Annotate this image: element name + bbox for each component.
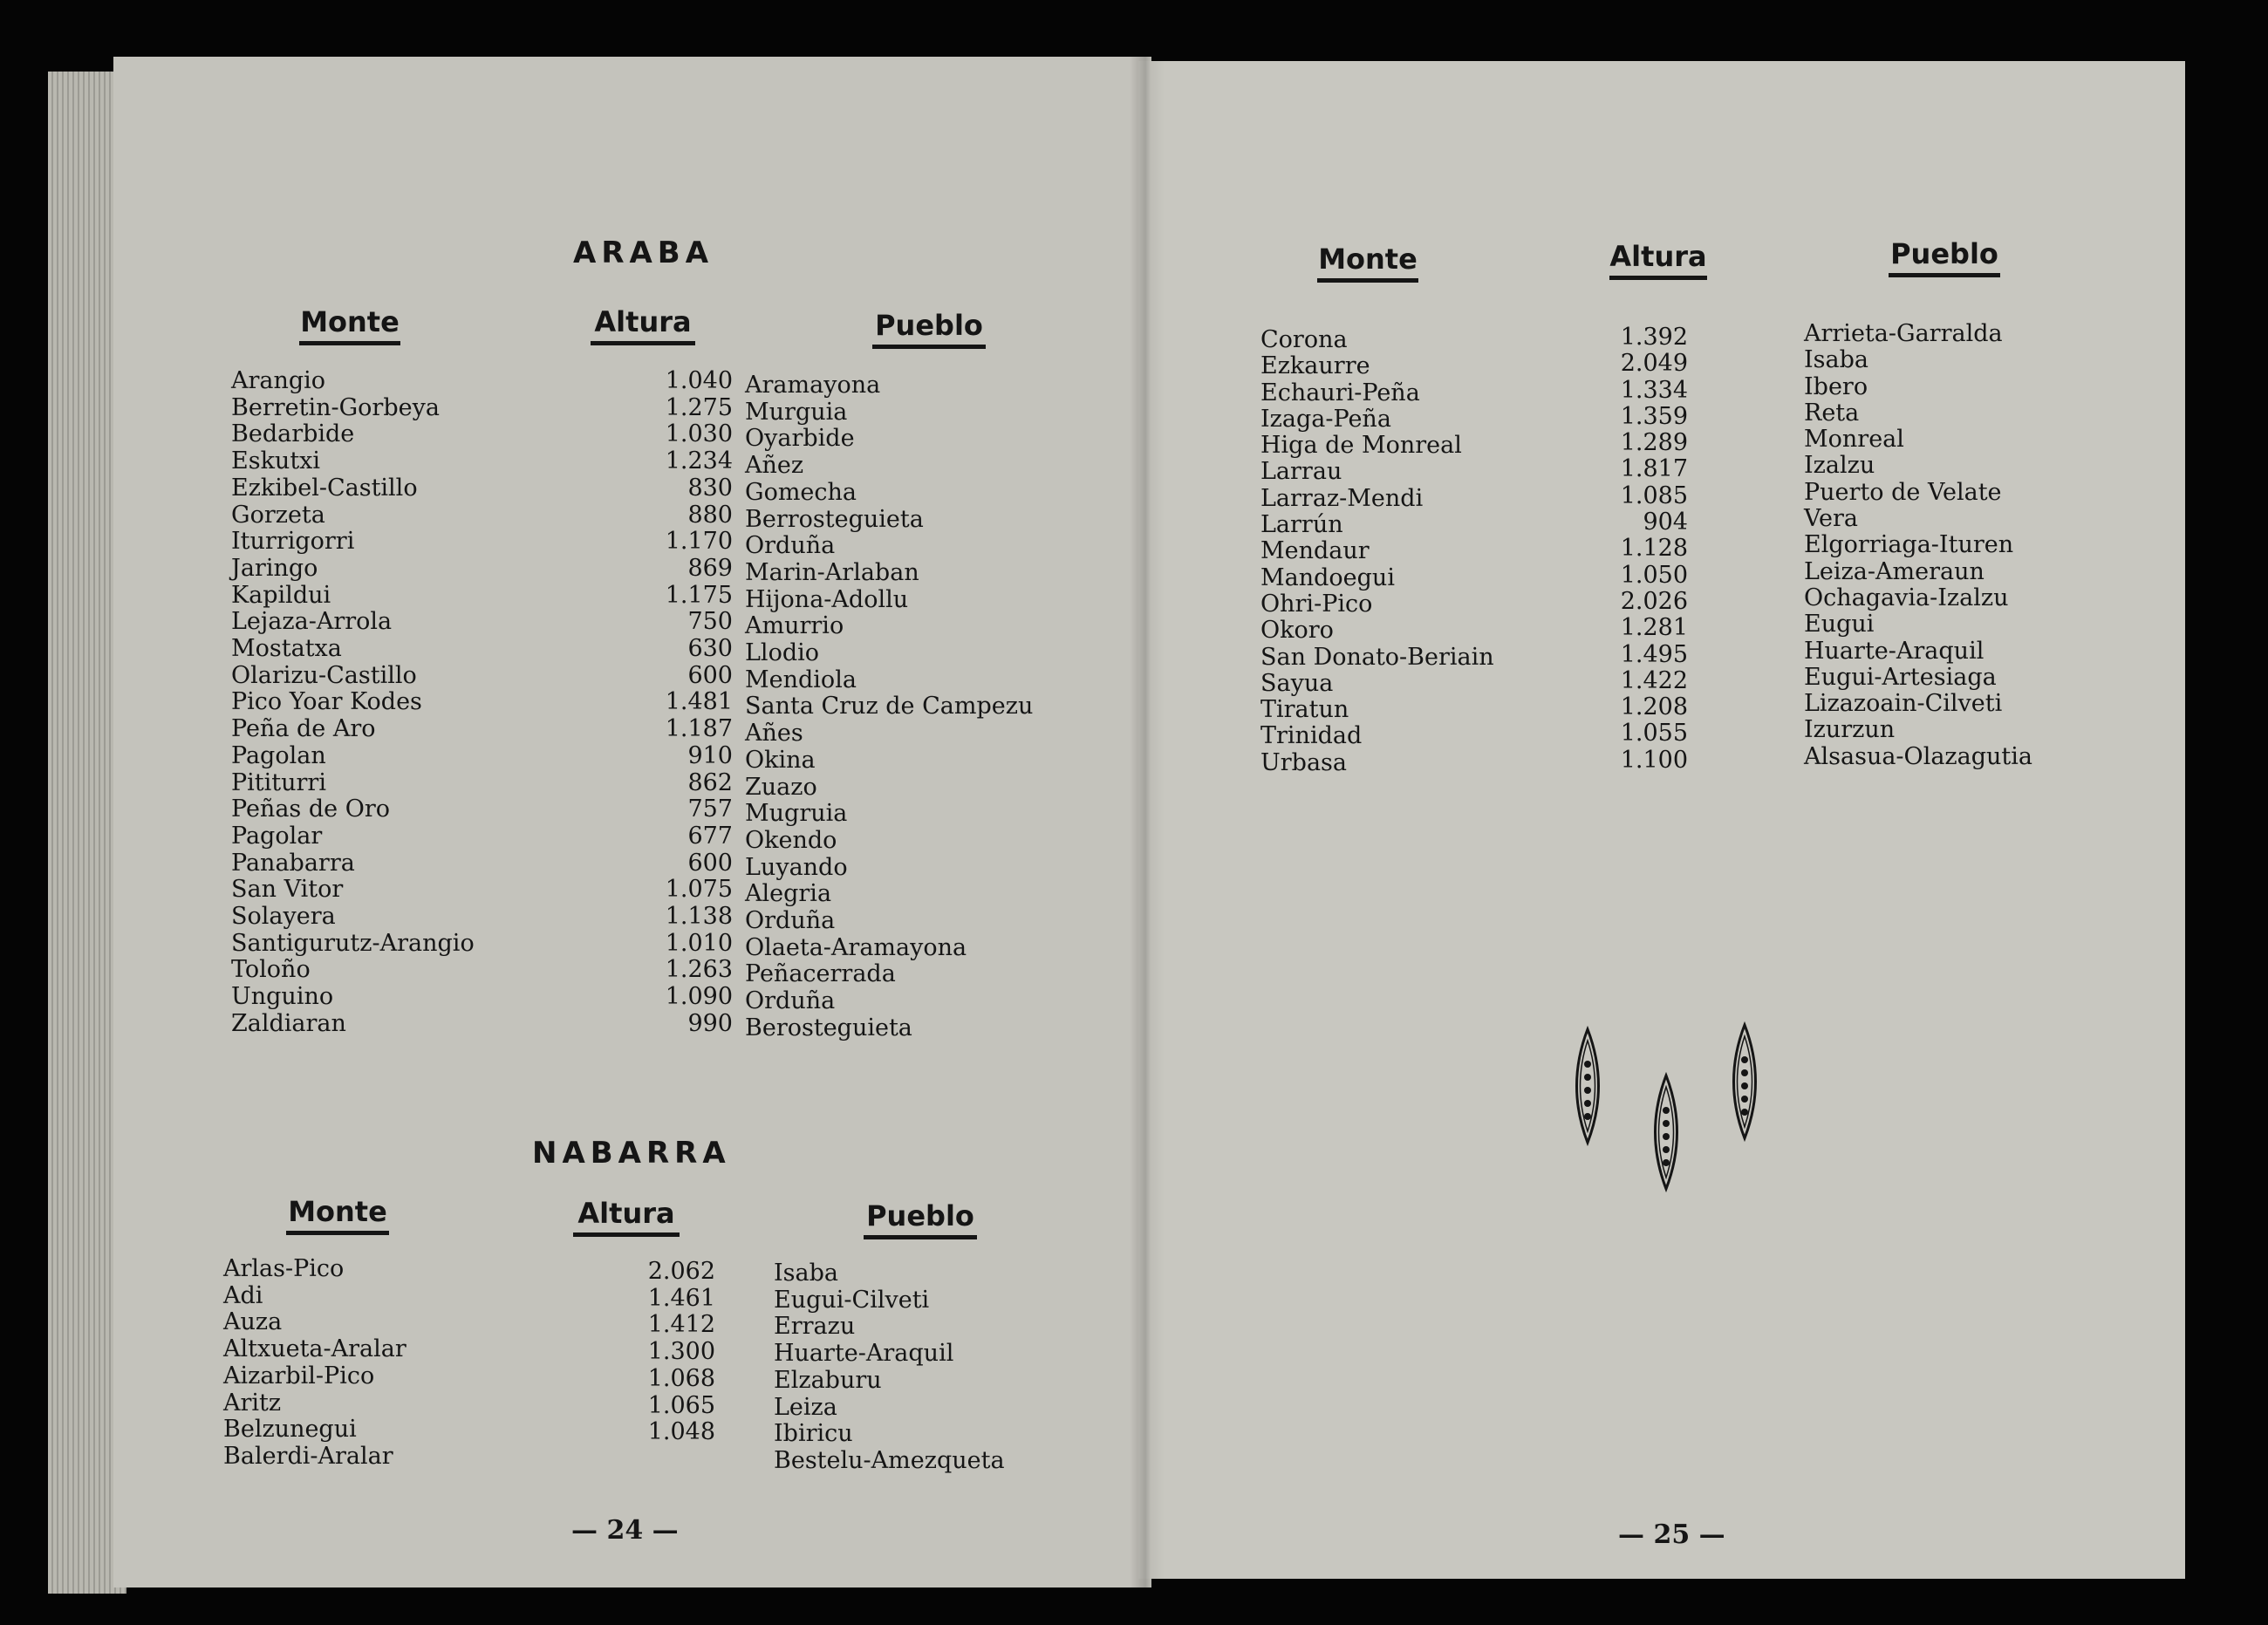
altura-value: 910	[687, 741, 733, 769]
pueblo-name: Ibiricu	[774, 1420, 853, 1448]
pueblo-name: Ibero	[1804, 372, 1868, 400]
altura-value: 830	[687, 474, 733, 502]
altura-value: 677	[687, 822, 733, 850]
pueblo-name: Orduña	[745, 987, 836, 1015]
monte-name: Ezkibel-Castillo	[231, 474, 418, 502]
monte-name: Mandoegui	[1260, 563, 1395, 591]
nabarra-header-pueblo: Pueblo	[864, 1199, 977, 1239]
pueblo-name: Ochagavia-Izalzu	[1804, 584, 2009, 611]
altura-value: 2.062	[647, 1258, 715, 1285]
pueblo-name: Zuazo	[745, 773, 817, 801]
right-alturas-list	[1557, 324, 1688, 774]
monte-name: Urbasa	[1260, 748, 1347, 776]
pueblo-name: Gomecha	[745, 478, 857, 506]
altura-value: 1.187	[665, 715, 733, 743]
altura-value: 1.040	[665, 367, 733, 394]
page-number-right: — 25 —	[1618, 1519, 1725, 1550]
monte-name: Lejaza-Arrola	[231, 608, 393, 636]
nabarra-montes-list	[223, 1256, 406, 1471]
altura-value: 1.412	[647, 1311, 715, 1339]
pueblo-name: Alegria	[745, 880, 832, 908]
monte-name: Izaga-Peña	[1260, 405, 1391, 433]
nabarra-title: NABARRA	[532, 1136, 731, 1171]
pueblo-name: Oyarbide	[745, 425, 855, 453]
pueblo-name: Aramayona	[745, 372, 881, 399]
monte-name: San Donato-Beriain	[1260, 643, 1494, 671]
monte-name: Altxueta-Aralar	[223, 1335, 406, 1363]
altura-value: 1.055	[1620, 720, 1688, 748]
monte-name: Echauri-Peña	[1260, 379, 1420, 406]
altura-value: 630	[687, 635, 733, 663]
monte-name: Adi	[223, 1281, 263, 1309]
altura-value: 1.481	[665, 688, 733, 716]
monte-name: Corona	[1260, 326, 1348, 353]
pueblo-name: Marin-Arlaban	[745, 558, 919, 586]
altura-value: 880	[687, 501, 733, 529]
altura-value: 869	[687, 554, 733, 582]
monte-name: Mostatxa	[231, 635, 342, 663]
pueblo-name: Elzaburu	[774, 1366, 882, 1394]
pueblo-name: Peñacerrada	[745, 960, 896, 988]
nabarra-alturas-list	[602, 1259, 715, 1446]
monte-name: Aritz	[223, 1389, 282, 1417]
monte-name: Sayua	[1260, 669, 1334, 697]
pueblo-name: Vera	[1804, 505, 1859, 533]
altura-value: 600	[687, 661, 733, 689]
nabarra-header-monte: Monte	[286, 1195, 389, 1235]
altura-value: 1.281	[1620, 614, 1688, 642]
monte-name: Arangio	[231, 367, 326, 394]
pueblo-name: Okina	[745, 746, 816, 774]
monte-name: Gorzeta	[231, 501, 325, 529]
monte-name: Iturrigorri	[231, 528, 355, 556]
altura-value: 1.208	[1620, 693, 1688, 721]
altura-value: 1.392	[1620, 324, 1688, 351]
pueblo-name: Eugui	[1804, 611, 1875, 638]
right-header-monte: Monte	[1317, 242, 1418, 283]
araba-title: ARABA	[573, 236, 714, 270]
pueblo-name: Elgorriaga-Ituren	[1804, 531, 2014, 559]
altura-value: 1.068	[647, 1364, 715, 1392]
pueblo-name: Errazu	[774, 1313, 856, 1341]
monte-name: Higa de Monreal	[1260, 432, 1462, 460]
monte-name: Zaldiaran	[231, 1009, 346, 1037]
monte-name: Pagolar	[231, 822, 323, 850]
altura-value: 757	[687, 795, 733, 823]
pueblo-name: Orduña	[745, 907, 836, 935]
monte-name: Peña de Aro	[231, 715, 376, 743]
araba-header-monte: Monte	[299, 305, 400, 345]
right-header-pueblo: Pueblo	[1889, 237, 2000, 277]
araba-montes-list	[231, 368, 475, 1038]
pueblo-name: Olaeta-Aramayona	[745, 933, 967, 961]
monte-name: Panabarra	[231, 849, 355, 877]
monte-name: Olarizu-Castillo	[231, 661, 417, 689]
altura-value: 1.090	[665, 983, 733, 1011]
monte-name: Tiratun	[1260, 696, 1349, 724]
right-pueblos-list	[1804, 321, 2032, 770]
pueblo-name: Eugui-Artesiaga	[1804, 663, 1997, 691]
pueblo-name: Leiza-Ameraun	[1804, 557, 1984, 585]
nabarra-header-altura: Altura	[573, 1197, 680, 1237]
monte-name: Eskutxi	[231, 447, 321, 475]
altura-value: 600	[687, 849, 733, 877]
monte-name: Santigurutz-Arangio	[231, 929, 475, 957]
altura-value: 1.170	[665, 528, 733, 556]
monte-name: Toloño	[231, 956, 311, 984]
monte-name: Okoro	[1260, 617, 1334, 645]
altura-value: 2.026	[1620, 587, 1688, 615]
right-montes-list	[1260, 327, 1494, 776]
altura-value: 1.030	[665, 420, 733, 448]
altura-value: 1.263	[665, 956, 733, 984]
pueblo-name: Monreal	[1804, 426, 1904, 454]
right-page	[1138, 61, 2185, 1579]
right-header-altura: Altura	[1609, 240, 1707, 280]
pueblo-name: Arrieta-Garralda	[1804, 320, 2003, 347]
pueblo-name: Izalzu	[1804, 452, 1875, 480]
pueblo-name: Izurzun	[1804, 716, 1896, 744]
monte-name: Balerdi-Aralar	[223, 1442, 393, 1470]
pueblo-name: Alsasua-Olazagutia	[1804, 742, 2032, 770]
nabarra-pueblos-list	[774, 1260, 1005, 1475]
monte-name: Trinidad	[1260, 722, 1363, 750]
monte-name: Larraz-Mendi	[1260, 484, 1424, 512]
monte-name: Berretin-Gorbeya	[231, 393, 440, 421]
altura-value: 904	[1643, 509, 1688, 536]
altura-value: 750	[687, 608, 733, 636]
pueblo-name: Okendo	[745, 826, 837, 854]
monte-name: Peñas de Oro	[231, 795, 390, 823]
altura-value: 2.049	[1620, 350, 1688, 378]
altura-value: 1.289	[1620, 429, 1688, 457]
pueblo-name: Llodio	[745, 639, 819, 667]
altura-value: 1.085	[1620, 481, 1688, 509]
pueblo-name: Puerto de Velate	[1804, 478, 2002, 506]
pueblo-name: Eugui-Cilveti	[774, 1286, 930, 1314]
monte-name: Kapildui	[231, 581, 331, 609]
pueblo-name: Mendiola	[745, 666, 857, 693]
pueblo-name: Berrosteguieta	[745, 505, 924, 533]
pueblo-name: Reta	[1804, 399, 1860, 427]
altura-value: 1.461	[647, 1284, 715, 1312]
monte-name: Unguino	[231, 983, 334, 1011]
monte-name: Ohri-Pico	[1260, 590, 1373, 618]
altura-value: 1.495	[1620, 640, 1688, 668]
monte-name: Pititurri	[231, 768, 326, 796]
altura-value: 1.010	[665, 929, 733, 957]
altura-value: 1.334	[1620, 376, 1688, 404]
altura-value: 1.359	[1620, 402, 1688, 430]
pueblo-name: Huarte-Araquil	[774, 1340, 954, 1368]
pueblo-name: Bestelu-Amezqueta	[774, 1446, 1005, 1474]
altura-value: 1.817	[1620, 455, 1688, 483]
altura-value: 1.100	[1620, 746, 1688, 774]
altura-value: 1.128	[1620, 535, 1688, 563]
monte-name: Solayera	[231, 903, 336, 931]
monte-name: Ezkaurre	[1260, 352, 1370, 380]
monte-name: San Vitor	[231, 876, 344, 904]
pueblo-name: Murguia	[745, 398, 848, 426]
monte-name: Larrún	[1260, 511, 1343, 539]
araba-pueblos-list	[745, 372, 1033, 1042]
araba-header-altura: Altura	[591, 305, 695, 345]
monte-name: Pagolan	[231, 741, 326, 769]
pueblo-name: Lizazoain-Cilveti	[1804, 690, 2003, 718]
altura-value: 862	[687, 768, 733, 796]
pueblo-name: Hijona-Adollu	[745, 585, 909, 613]
araba-header-pueblo: Pueblo	[872, 309, 986, 349]
pueblo-name: Huarte-Araquil	[1804, 637, 1984, 665]
altura-value: 990	[687, 1009, 733, 1037]
altura-value: 1.048	[647, 1418, 715, 1446]
monte-name: Bedarbide	[231, 420, 355, 448]
altura-value: 1.065	[647, 1391, 715, 1419]
monte-name: Belzunegui	[223, 1416, 357, 1444]
monte-name: Auza	[223, 1308, 283, 1336]
altura-value: 1.422	[1620, 666, 1688, 694]
monte-name: Pico Yoar Kodes	[231, 688, 422, 716]
altura-value: 1.075	[665, 876, 733, 904]
pueblo-name: Amurrio	[745, 612, 844, 640]
altura-value: 1.300	[647, 1338, 715, 1366]
pueblo-name: Añez	[745, 452, 804, 480]
monte-name: Mendaur	[1260, 537, 1370, 565]
araba-alturas-list	[619, 368, 733, 1038]
altura-value: 1.275	[665, 393, 733, 421]
pueblo-name: Santa Cruz de Campezu	[745, 693, 1034, 720]
pueblo-name: Isaba	[1804, 346, 1868, 374]
monte-name: Larrau	[1260, 458, 1342, 486]
monte-name: Aizarbil-Pico	[223, 1362, 375, 1389]
pueblo-name: Luyando	[745, 853, 848, 881]
monte-name: Jaringo	[231, 554, 318, 582]
left-page	[113, 57, 1151, 1587]
book-gutter	[1130, 57, 1165, 1587]
pueblo-name: Mugruia	[745, 800, 848, 828]
pueblo-name: Añes	[745, 720, 803, 748]
altura-value: 1.175	[665, 581, 733, 609]
altura-value: 1.138	[665, 903, 733, 931]
pueblo-name: Berosteguieta	[745, 1014, 912, 1041]
three-leaf-ornament	[1557, 1016, 1775, 1252]
pueblo-name: Isaba	[774, 1260, 838, 1287]
altura-value: 1.050	[1620, 561, 1688, 589]
pueblo-name: Leiza	[774, 1393, 837, 1421]
page-number-left: — 24 —	[571, 1515, 679, 1546]
pueblo-name: Orduña	[745, 532, 836, 560]
altura-value: 1.234	[665, 447, 733, 475]
monte-name: Arlas-Pico	[223, 1255, 345, 1282]
